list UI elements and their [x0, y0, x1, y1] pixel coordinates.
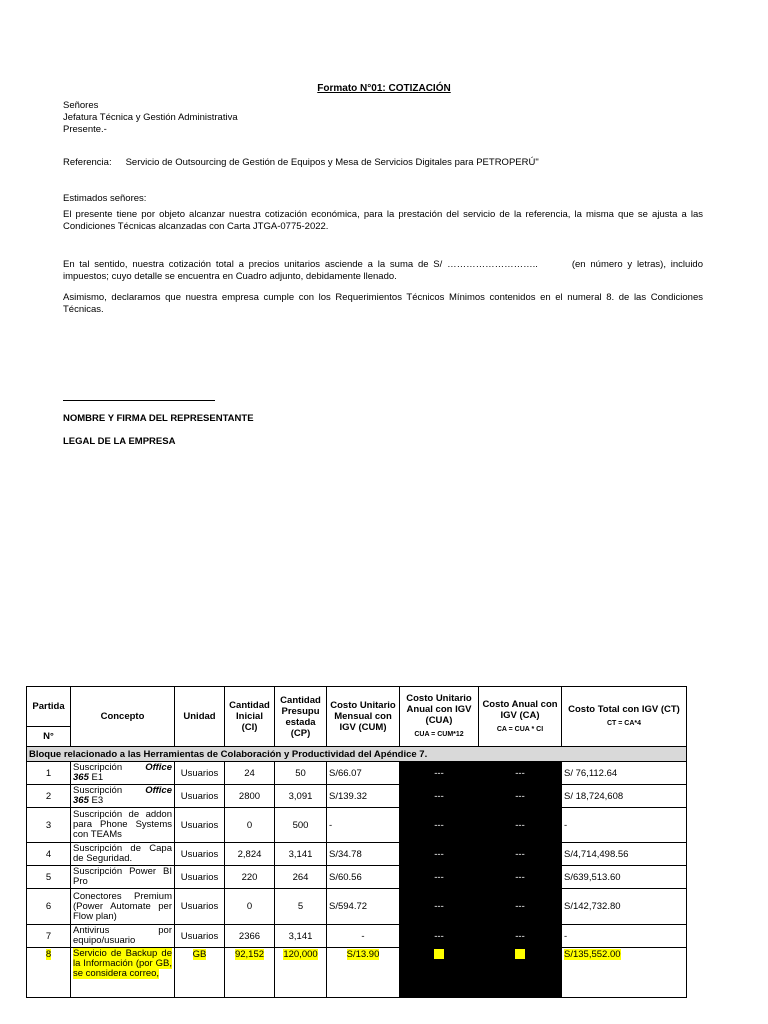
cell-cua — [400, 948, 479, 998]
cell-cp: 50 — [275, 762, 327, 785]
cell-ca: --- — [479, 762, 562, 785]
salutation-line: Jefatura Técnica y Gestión Administrativa — [63, 112, 238, 123]
cell-n: 6 — [27, 889, 71, 925]
header-cantidad-presupuestada: Cantidad Presupu estada (CP) — [275, 687, 327, 747]
concept-part: Office — [145, 785, 172, 796]
cell-cua: --- — [400, 808, 479, 843]
cell-cp — [275, 948, 327, 998]
cell-cua: --- — [400, 925, 479, 948]
cell-ci: 0 — [225, 889, 275, 925]
cell-cua: --- — [400, 762, 479, 785]
header-partida: Partida — [27, 687, 71, 727]
table-row — [27, 843, 687, 866]
cell-n: 5 — [27, 866, 71, 889]
cell-ci: 24 — [225, 762, 275, 785]
reference-label: Referencia: — [63, 157, 112, 168]
signature-company-label: LEGAL DE LA EMPRESA — [63, 436, 176, 447]
cell-unidad: Usuarios — [175, 925, 225, 948]
concept-part: Suscripción — [73, 762, 123, 773]
cell-concepto — [71, 948, 175, 998]
cell-cua: --- — [400, 866, 479, 889]
paragraph-2 — [63, 259, 703, 283]
greeting: Estimados señores: — [63, 193, 147, 204]
cell-ct: - — [562, 925, 687, 948]
cell-ci: 2366 — [225, 925, 275, 948]
cell-cum: S/66.07 — [327, 762, 400, 785]
cell-cua: --- — [400, 785, 479, 808]
cell-cum: S/594.72 — [327, 889, 400, 925]
table-row — [27, 785, 687, 808]
paragraph-2-b: (en número y letras), incluido impuestos; cuyo detalle se encuentra en Cuadro adjunto, debidamente llenado. — [63, 259, 703, 282]
table-row — [27, 889, 687, 925]
header-ca-formula: CA = CUA * CI — [496, 725, 544, 733]
concept-part: E1 — [88, 772, 104, 783]
cell-ct: - — [562, 808, 687, 843]
cell-ci: 2,824 — [225, 843, 275, 866]
cell-unidad: Usuarios — [175, 866, 225, 889]
reference-text: Servicio de Outsourcing de Gestión de Equipos y Mesa de Servicios Digitales para PETROPERÚ" — [125, 157, 539, 168]
header-unidad: Unidad — [175, 687, 225, 747]
cell-ca: --- — [479, 808, 562, 843]
cell-cp: 3,141 — [275, 843, 327, 866]
cell-unidad-value: GB — [192, 949, 207, 960]
cell-concepto: Suscripción de Capa de Seguridad. — [71, 843, 175, 866]
cell-concepto: Conectores Premium (Power Automate per Flow plan) — [71, 889, 175, 925]
signature-line — [63, 400, 215, 401]
header-costo-unitario-anual-label: Costo Unitario Anual con IGV (CUA) — [406, 693, 472, 726]
table-row — [27, 948, 687, 998]
cell-cp: 500 — [275, 808, 327, 843]
table-row — [27, 925, 687, 948]
cell-cum-value: S/13.90 — [346, 949, 380, 960]
cell-ca: --- — [479, 785, 562, 808]
header-n: N° — [27, 727, 71, 747]
cell-unidad: Usuarios — [175, 762, 225, 785]
cell-ci: 0 — [225, 808, 275, 843]
table-header-row — [27, 687, 687, 727]
cell-cum: S/139.32 — [327, 785, 400, 808]
cell-concepto: Antivirus por equipo/usuario — [71, 925, 175, 948]
concept-part: 365 — [73, 772, 89, 783]
header-costo-anual-label: Costo Anual con IGV (CA) — [482, 698, 558, 721]
cell-ca: --- — [479, 889, 562, 925]
cell-cp-value: 120,000 — [283, 949, 318, 960]
cell-ct: S/ 76,112.64 — [562, 762, 687, 785]
concept-part: E3 — [88, 795, 104, 806]
cell-n — [27, 948, 71, 998]
document-title: Formato N°01: COTIZACIÓN — [317, 83, 451, 94]
paragraph-3: Asimismo, declaramos que nuestra empresa cumple con los Requerimientos Técnicos Mínimos contenidos en el numeral 8. de las Condiciones Técnicas. — [63, 292, 703, 315]
cell-n: 1 — [27, 762, 71, 785]
cell-cum: S/34.78 — [327, 843, 400, 866]
cell-unidad — [175, 948, 225, 998]
paragraph-1: El presente tiene por objeto alcanzar nuestra cotización económica, para la prestación del servicio de la referencia, la misma que se ajusta a las Condiciones Técnicas alcanzadas con Carta JTGA-0775-2022. — [63, 209, 703, 232]
paragraph-2-a: En tal sentido, nuestra cotización total a precios unitarios asciende a la suma de S/ ……………………….. — [63, 259, 538, 270]
salutation-block — [63, 100, 238, 136]
cell-cp: 264 — [275, 866, 327, 889]
header-costo-unitario-mensual: Costo Unitario Mensual con IGV (CUM) — [327, 687, 400, 747]
cell-concepto — [71, 785, 175, 808]
cell-ct-value: S/135,552.00 — [564, 949, 621, 960]
header-cua-formula: CUA = CUM*12 — [414, 731, 464, 738]
concept-part: Office — [145, 762, 172, 773]
cell-ct — [562, 948, 687, 998]
cell-cum: S/60.56 — [327, 866, 400, 889]
cell-cp: 3,091 — [275, 785, 327, 808]
cell-concepto: Suscripción de addon para Phone Systems con TEAMs — [71, 808, 175, 843]
cell-cua: --- — [400, 889, 479, 925]
cell-cua: --- — [400, 843, 479, 866]
cell-concepto: Suscripción Power BI Pro — [71, 866, 175, 889]
cell-cp: 5 — [275, 889, 327, 925]
cell-cp: 3,141 — [275, 925, 327, 948]
cell-ct: S/4,714,498.56 — [562, 843, 687, 866]
highlight-marker — [515, 949, 525, 959]
salutation-line: Señores — [63, 100, 99, 111]
signature-name-label: NOMBRE Y FIRMA DEL REPRESENTANTE — [63, 413, 254, 424]
block-title: Bloque relacionado a las Herramientas de Colaboración y Productividad del Apéndice 7. — [27, 747, 687, 762]
cell-ci — [225, 948, 275, 998]
header-costo-anual — [479, 687, 562, 747]
table-row — [27, 866, 687, 889]
cell-ci: 220 — [225, 866, 275, 889]
table-row — [27, 808, 687, 843]
header-ct-formula: CT = CA*4 — [606, 720, 642, 727]
header-costo-total-label: Costo Total con IGV (CT) — [568, 704, 680, 715]
header-costo-unitario-anual — [400, 687, 479, 747]
cell-unidad: Usuarios — [175, 785, 225, 808]
quotation-table — [26, 686, 687, 998]
block-row — [27, 747, 687, 762]
cell-concepto-value: Servicio de Backup de la Información (por GB, se considera correo, — [73, 948, 172, 979]
reference-line — [63, 157, 703, 169]
cell-n-value: 8 — [45, 949, 52, 960]
cell-n: 4 — [27, 843, 71, 866]
cell-unidad: Usuarios — [175, 889, 225, 925]
table-row — [27, 762, 687, 785]
header-costo-total — [562, 687, 687, 747]
salutation-line: Presente.- — [63, 124, 107, 135]
header-cantidad-inicial: Cantidad Inicial (CI) — [225, 687, 275, 747]
cell-n: 2 — [27, 785, 71, 808]
cell-ca: --- — [479, 925, 562, 948]
cell-cum — [327, 948, 400, 998]
cell-unidad: Usuarios — [175, 843, 225, 866]
cell-ct: S/ 18,724,608 — [562, 785, 687, 808]
cell-ci-value: 92,152 — [234, 949, 265, 960]
concept-part: Suscripción — [73, 785, 123, 796]
cell-cum: - — [327, 808, 400, 843]
cell-ca: --- — [479, 843, 562, 866]
cell-ca — [479, 948, 562, 998]
concept-part: 365 — [73, 795, 89, 806]
cell-n: 7 — [27, 925, 71, 948]
highlight-marker — [434, 949, 444, 959]
cell-cum: - — [327, 925, 400, 948]
cell-ca: --- — [479, 866, 562, 889]
cell-ct: S/142,732.80 — [562, 889, 687, 925]
cell-n: 3 — [27, 808, 71, 843]
cell-unidad: Usuarios — [175, 808, 225, 843]
header-concepto: Concepto — [71, 687, 175, 747]
cell-ct: S/639,513.60 — [562, 866, 687, 889]
cell-ci: 2800 — [225, 785, 275, 808]
cell-concepto — [71, 762, 175, 785]
